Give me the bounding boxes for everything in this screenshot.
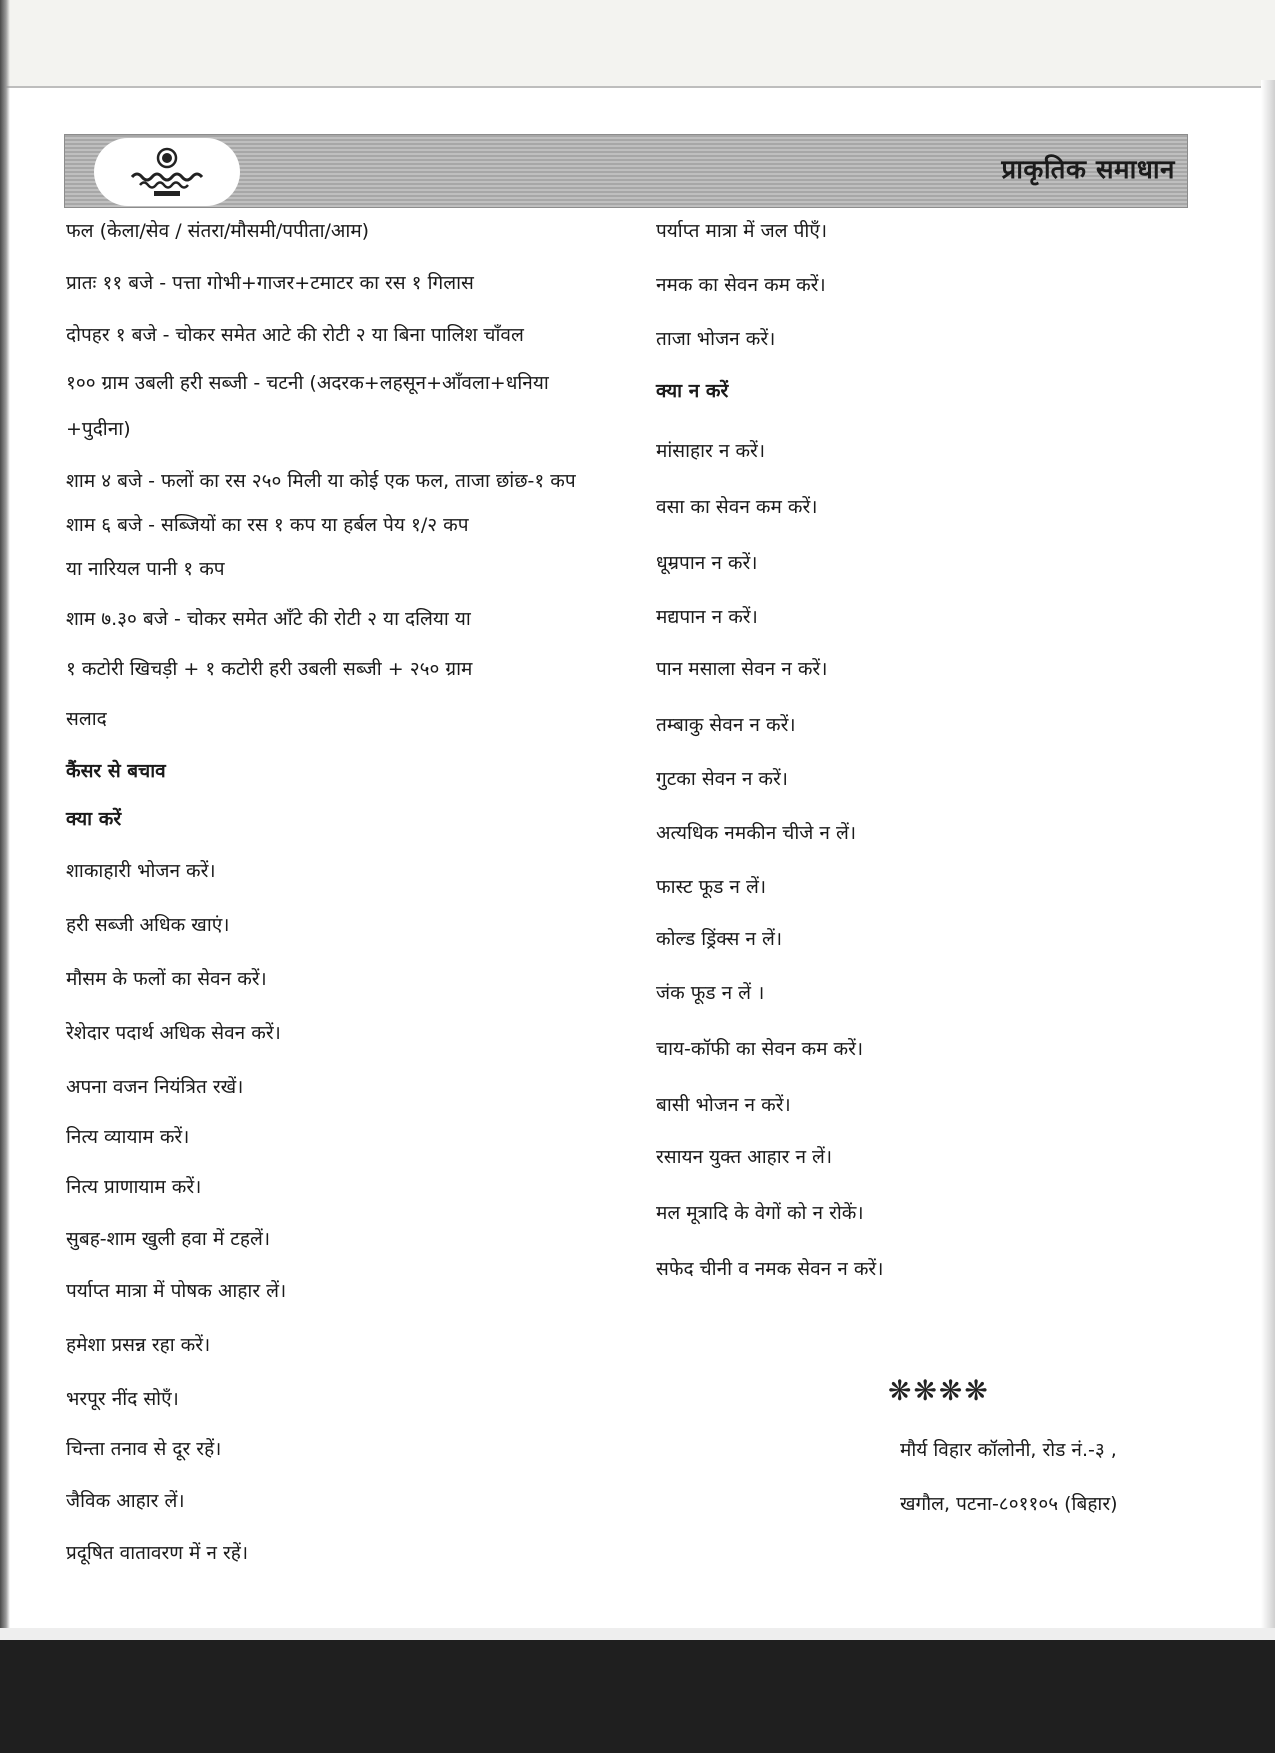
section-heading-cancer-prevention: कैंसर से बचाव [66, 760, 166, 782]
list-item: बासी भोजन न करें। [656, 1094, 791, 1116]
diet-line: शाम ६ बजे - सब्जियों का रस १ कप या हर्बल पेय १/२ कप [66, 514, 469, 536]
list-item: कोल्ड ड्रिंक्स न लें। [656, 928, 783, 950]
section-title: प्राकृतिक समाधान [1001, 155, 1175, 185]
list-item: जैविक आहार लें। [66, 1490, 185, 1512]
subheading-donts: क्या न करें [656, 380, 729, 402]
scan-left-shadow [0, 0, 10, 1753]
header-logo [94, 138, 240, 206]
list-item: हरी सब्जी अधिक खाएं। [66, 914, 230, 936]
list-item: जंक फूड न लें । [656, 982, 765, 1004]
list-item: धूम्रपान न करें। [656, 552, 758, 574]
list-item: मौसम के फलों का सेवन करें। [66, 968, 267, 990]
diet-line: फल (केला/सेव / संतरा/मौसमी/पपीता/आम) [66, 220, 370, 242]
list-item: मांसाहार न करें। [656, 440, 766, 462]
diet-line: +पुदीना) [66, 418, 131, 440]
diet-line: सलाद [66, 708, 107, 730]
list-item: चाय-कॉफी का सेवन कम करें। [656, 1038, 864, 1060]
list-item: अत्यधिक नमकीन चीजे न लें। [656, 822, 857, 844]
list-item: तम्बाकु सेवन न करें। [656, 714, 796, 736]
list-item: अपना वजन नियंत्रित रखें। [66, 1076, 244, 1098]
diet-line: १ कटोरी खिचड़ी + १ कटोरी हरी उबली सब्जी + २५० ग्राम [66, 658, 473, 680]
section-end-ornament: ❋❋❋❋ [888, 1374, 990, 1407]
page-top-edge [0, 86, 1275, 88]
diet-line: प्रातः ११ बजे - पत्ता गोभी+गाजर+टमाटर का रस १ गिलास [66, 272, 474, 294]
list-item: रसायन युक्त आहार न लें। [656, 1146, 833, 1168]
list-item: गुटका सेवन न करें। [656, 768, 788, 790]
list-item: चिन्ता तनाव से दूर रहें। [66, 1438, 222, 1460]
author-address-line1: मौर्य विहार कॉलोनी, रोड नं.-३ , [900, 1439, 1117, 1461]
list-item: सुबह-शाम खुली हवा में टहलें। [66, 1228, 271, 1250]
author-address-line2: खगौल, पटना-८०११०५ (बिहार) [900, 1493, 1118, 1515]
list-item: भरपूर नींद सोएँ। [66, 1388, 179, 1410]
list-item: सफेद चीनी व नमक सेवन न करें। [656, 1258, 884, 1280]
diet-line: दोपहर १ बजे - चोकर समेत आटे की रोटी २ या बिना पालिश चाँवल [66, 324, 524, 346]
diet-line: शाम ४ बजे - फलों का रस २५० मिली या कोई एक फल, ताजा छांछ-१ कप [66, 470, 576, 492]
page-right-edge [1261, 80, 1275, 1650]
subheading-dos: क्या करें [66, 808, 122, 830]
list-item: मल मूत्रादि के वेगों को न रोकें। [656, 1202, 864, 1224]
list-item: फास्ट फूड न लें। [656, 876, 767, 898]
scan-top-margin [0, 0, 1275, 88]
diet-line: १०० ग्राम उबली हरी सब्जी - चटनी (अदरक+लहसून+आँवला+धनिया [66, 372, 549, 394]
list-item: नित्य व्यायाम करें। [66, 1126, 190, 1148]
list-item: हमेशा प्रसन्न रहा करें। [66, 1334, 211, 1356]
list-item: पान मसाला सेवन न करें। [656, 658, 828, 680]
list-item: ताजा भोजन करें। [656, 328, 776, 350]
list-item: वसा का सेवन कम करें। [656, 496, 818, 518]
list-item: पर्याप्त मात्रा में जल पीएँ। [656, 220, 828, 242]
diet-line: शाम ७.३० बजे - चोकर समेत आँटे की रोटी २ या दलिया या [66, 608, 471, 630]
list-item: प्रदूषित वातावरण में न रहें। [66, 1542, 249, 1564]
scan-bottom-margin [0, 1640, 1275, 1753]
list-item: नित्य प्राणायाम करें। [66, 1176, 202, 1198]
list-item: नमक का सेवन कम करें। [656, 274, 826, 296]
list-item: मद्यपान न करें। [656, 606, 758, 628]
list-item: पर्याप्त मात्रा में पोषक आहार लें। [66, 1280, 287, 1302]
diet-line: या नारियल पानी १ कप [66, 558, 225, 580]
list-item: शाकाहारी भोजन करें। [66, 860, 216, 882]
wave-emblem-icon [112, 143, 222, 201]
list-item: रेशेदार पदार्थ अधिक सेवन करें। [66, 1022, 281, 1044]
